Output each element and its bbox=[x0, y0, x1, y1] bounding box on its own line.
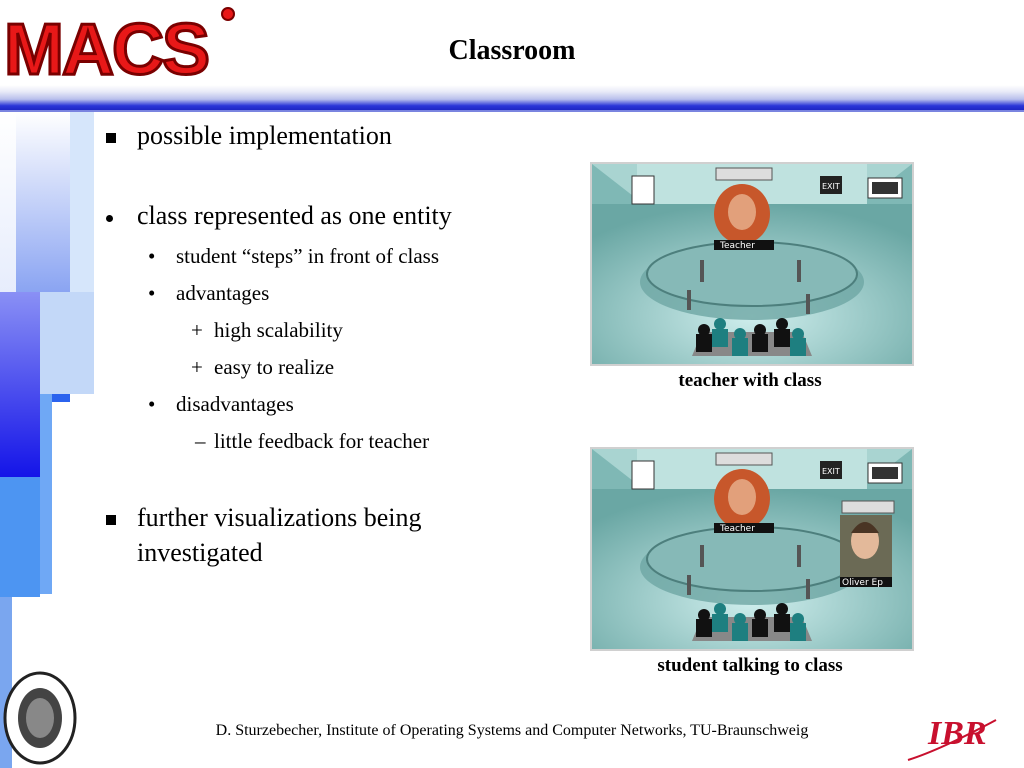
plus-marker: + bbox=[191, 318, 203, 342]
footer-credit: D. Sturzebecher, Institute of Operating Systems and Computer Networks, TU-Braunschweig bbox=[215, 722, 809, 739]
bullet-dot bbox=[106, 215, 113, 222]
dash-marker: – bbox=[195, 429, 206, 453]
bullet-class-entity: class represented as one entity bbox=[137, 201, 452, 230]
plus-marker: + bbox=[191, 355, 203, 379]
svg-text:EXIT: EXIT bbox=[822, 182, 840, 191]
ibr-logo bbox=[900, 700, 1000, 766]
classroom-image-teacher-with-class bbox=[590, 162, 914, 366]
sub-bullet-marker: • bbox=[148, 392, 156, 416]
classroom-image-student-talking bbox=[590, 447, 914, 651]
sub-bullet-student-steps: student “steps” in front of class bbox=[176, 244, 440, 268]
header-divider bbox=[0, 110, 1024, 112]
svg-text:IBR: IBR bbox=[928, 715, 987, 752]
macs-logo-text: MACS bbox=[4, 10, 208, 84]
caption-student-talking: student talking to class bbox=[657, 655, 843, 676]
bullet-further-visualizations-1: further visualizations being bbox=[137, 503, 422, 532]
caption-teacher-with-class: teacher with class bbox=[678, 370, 822, 391]
bullet-square bbox=[106, 133, 116, 143]
sub-bullet-disadvantages: disadvantages bbox=[176, 392, 294, 416]
svg-text:Teacher: Teacher bbox=[720, 524, 755, 534]
bullet-possible-implementation: possible implementation bbox=[137, 121, 392, 150]
item-easy-to-realize: easy to realize bbox=[214, 355, 335, 379]
bullet-further-visualizations-2: investigated bbox=[137, 538, 263, 567]
header-gradient-bar bbox=[0, 85, 1024, 111]
university-seal bbox=[2, 670, 78, 766]
sub-bullet-marker: • bbox=[148, 244, 156, 268]
sub-bullet-marker: • bbox=[148, 281, 156, 305]
svg-text:Teacher: Teacher bbox=[720, 241, 755, 251]
page-title: Classroom bbox=[448, 35, 576, 66]
svg-text:Oliver Ep: Oliver Ep bbox=[842, 578, 883, 588]
bullet-square bbox=[106, 515, 116, 525]
item-high-scalability: high scalability bbox=[214, 318, 343, 342]
item-little-feedback: little feedback for teacher bbox=[214, 429, 430, 453]
sub-bullet-advantages: advantages bbox=[176, 281, 270, 305]
svg-text:EXIT: EXIT bbox=[822, 467, 840, 476]
